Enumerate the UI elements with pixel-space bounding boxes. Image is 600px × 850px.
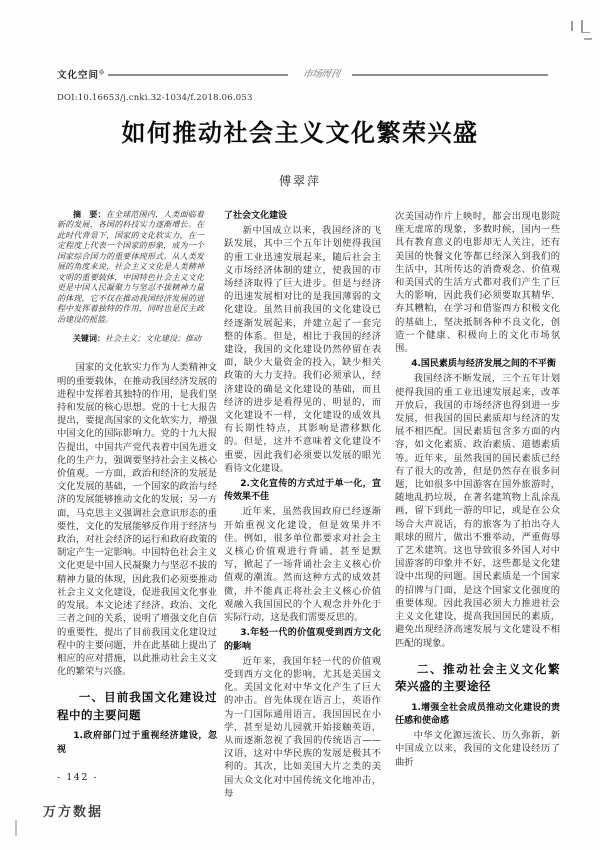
crop-mark-icon [581,32,590,34]
sub-heading: 1.政府部门过于重视经济建设，忽视 [57,731,217,755]
sub-heading-continuation: 了社会文化建设 [224,211,288,221]
paragraph: 近年来，虽然我国政府已经逐渐开始重视文化建设，但是效果并不佳。例如，很多单位都要求对社会主义核心价值观进行背诵，甚至是默写，掀起了一场背诵社会主义核心价值观的潮流。然而这种方式的成效甚微，并不能真正将社会主义核心价值观融入我国国民的个人观念并外化于实际行动，这是我们需要反思的。 [224,506,381,624]
abstract-label: 摘 要： [73,210,106,219]
keywords: 关键词：社会主义；文化建设；推动 [73,333,201,343]
section-label: 文化空间 [57,70,100,81]
section-heading: 一、目前我国文化建设过程中的主要问题 [57,690,217,722]
crop-mark-icon [584,38,592,40]
sub-heading: 3.年轻一代的价值观受到西方文化的影响 [224,628,381,652]
column-right [395,210,560,769]
paragraph: 国家的文化软实力作为人类精神文明的重要载体，在推动我国经济发展的进程中发挥着其独特的作用，是我们坚持和发展的核心思想。党的十七大报告提出，要提高国家的文化软实力，增强中国文化的国际影响力。党的十九大报告提出，中国共产党代表着中国先进文化的生产力，强调要坚持社会主义核心价值观。一方面，政治和经济的发展是文化发展的基础，一个国家的政治与经济的发展能够推动文化的发展；另一方面，马克思主义强调社会意识形态的重要性，文化的发展能够反作用于经济与政治，对社会经济的运行和政府政策的制定产生一定影响。中国特色社会主义文化更是中国人民凝聚力与坚忍不拔的精神力量的体现，因此我们必须要推动社会主义文化建设，促进我国文化事业的发展。本文论述了经济、政治、文化三者之间的关系，说明了增强文化自信的重要性，提出了目前我国文化建设过程中的主要问题，并在此基础上提出了相应的应对措施，以此推动社会主义文化的繁荣与兴盛。 [57,362,217,678]
paragraph-continuation: 次美国动作片上映时，都会出现电影院座无虚席的现象，多数时候，国内一些具有教育意义的电影却无人关注，还有美国的快餐文化等都已经深入到我们的生活中，其所传达的消费观念、价值观和美国式的生活方式都对我们产生了巨大的影响，因此我们必须要取其精华、弃其糟粕，在学习和借鉴西方积极文化的基础上，坚决抵制各种不良文化，创造一个健康、积极向上的文化市场氛围。 [395,211,560,355]
article-title: 如何推动社会主义文化繁荣兴盛 [121,119,479,147]
header-rule-right [352,74,548,76]
column-left [57,210,217,758]
watermark: 万方数据 [43,805,104,820]
paragraph: 近年来，我国年轻一代的价值观受到西方文化的影响，尤其是美国文化。美国文化对中华文化产生了巨大的冲击。首先体现在语言上，英语作为一门国际通用语言，我国国民在小学，甚至是幼儿园就开始接触英语，从而逐渐忽视了我国的传统语言——汉语，这对中华民族的发展是极其不利的。其次，比如美国大片之类的美国大众文化对中国传统文化地冲击，每 [224,655,381,799]
section-heading: 二、推动社会主义文化繁荣兴盛的主要途径 [395,661,560,694]
section-ornament-icon: ❖ [98,68,106,77]
doi: DOI:10.16653/j.cnki.32-1034/f.2018.06.053 [57,93,253,103]
crop-mark-icon [571,21,573,31]
paragraph: 中华文化源远流长、历久弥新，新中国成立以来，我国的文化建设经历了曲折 [395,730,560,768]
paragraph: 我国经济不断发展，三个五年计划使得我国的重工业迅速发展起来，改革开放后，我国的市场经济也得到进一步发展，但我国的国民素质却与经济的发展不相匹配。国民素质包含多方面的内容，如文化素质、政治素质、道德素质等。近年来，虽然我国的国民素质已经有了很大的改善，但是仍然存在很多问题，比如很多中国游客在国外旅游时，随地乱扔垃圾，在著名建筑物上乱涂乱画，留下到此一游的印记，或是在公众场合大声说话，有的旅客为了拍出夺人眼球的照片，做出不雅举动，严重侮辱了艺术建筑。这也导致很多外国人对中国游客的印象并不好，这些都是文化建设中出现的问题。国民素质是一个国家的招牌与门面，是这个国家文化强度的重要体现。因此我国必须大力推进社会主义文化建设，提高我国国民的素质，避免出现经济高速发展与文化建设不相匹配的现象。 [395,373,560,649]
author-name: 傅翠萍 [278,174,321,188]
scan-artifact [15,820,17,836]
journal-logo-calligraphy: 市场周刊 [301,69,340,80]
abstract: 摘 要：在全球范围内，人类面临着新的发展，各国的科技实力逐渐增长。在此时代背景下，国家的文化软实力，在一定程度上代表一个国家的形象，成为一个国家综合国力的重要体现形式。从人类发展的角度来说，社会主义文化是人类精神文明的重要载体，中国特色社会主义文化更是中国人民凝聚力与坚忍不拔精神力量的体现，它不仅在推动我国经济发展的进程中发挥着独特的作用，同时也是民主政治建设的摇篮。 [57,210,205,324]
header-rule-left [108,74,288,76]
column-center [224,210,381,800]
keywords-label: 关键词： [73,333,105,343]
sub-heading: 2.文化宣传的方式过于单一化，宣传效果不佳 [224,479,381,503]
page-number: - 142 - [57,772,99,783]
sub-heading: 1.增强全社会成员推动文化建设的责任感和使命感 [395,702,560,726]
paragraph: 新中国成立以来，我国经济的飞跃发展，其中三个五年计划使得我国的重工业迅速发展起来，随后社会主义市场经济体制的建立，使我国的市场经济取得了巨大进步。但是与经济的迅速发展相对比的是我国薄弱的文化建设。虽然目前我国的文化建设已经逐渐发展起来，并建立起了一套完整的体系。但是，相比于我国的经济建设，我国的文化建设仍然停留在表面，缺少大量资金的投入，缺少相关政策的大力支持。我们必须承认，经济建设的确是文化建设的基础，而且经济的进步是看得见的、明显的，而文化建设不一样，文化建设的成效具有长期性特点，其影响是潜移默化的。但是，这并不意味着文化建设不重要，因此我们必须要以发展的眼光看待文化建设。 [224,225,381,474]
sub-heading: 4.国民素质与经济发展之间的不平衡 [411,359,556,370]
